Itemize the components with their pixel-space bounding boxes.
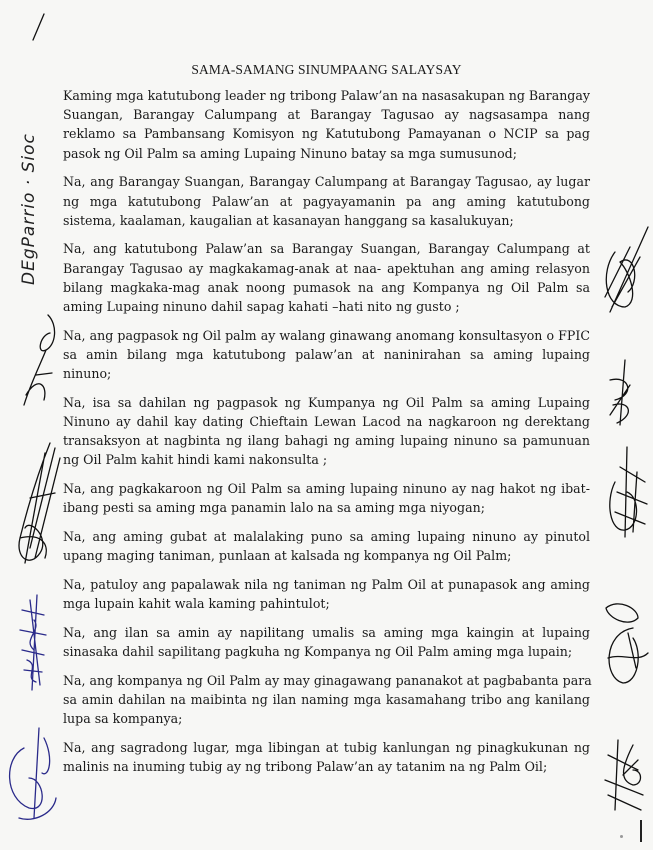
pen-slash-mark xyxy=(28,12,48,46)
paragraph-line: pasok ng Oil Palm sa aming Lupaing Ninuno batay sa mga sumusunod; xyxy=(63,145,517,161)
paragraph-line: Na, ang aming gubat at malalaking puno sa aming lupaing ninuno ay pinutol xyxy=(63,529,590,545)
paragraph xyxy=(63,239,590,316)
paragraph xyxy=(63,671,590,729)
paragraph-line: Na, ang sagradong lugar, mga libingan at tubig kanlungan ng pinagkukunan ng xyxy=(63,739,590,755)
document-body xyxy=(63,86,590,786)
paragraph xyxy=(63,86,590,163)
paragraph-line: Barangay Tagusao ay magkakamag-anak at naa- apektuhan ang aming relasyon xyxy=(63,260,590,276)
signature-left-1 xyxy=(18,305,63,415)
paragraph-line: upang maging taniman, punlaan at kalsada ng kompanya ng Oil Palm; xyxy=(63,548,512,564)
signature-right-4 xyxy=(598,598,653,688)
paragraph-line: ibang pesti sa aming mga panamin lalo na sa aming mga niyogan; xyxy=(63,500,485,516)
signature-left-3 xyxy=(12,590,52,700)
paragraph-line: Na, ang pagkakaroon ng Oil Palm sa aming lupaing ninuno ay nag hakot ng ibat- xyxy=(63,481,590,497)
paragraph-line: Suangan, Barangay Calumpang at Barangay Tagusao ay nagsasampa nang xyxy=(63,107,590,123)
page-edge-mark xyxy=(640,820,642,842)
paragraph-line: Na, ang ilan sa amin ay napilitang umalis sa aming mga kaingin at lupaing xyxy=(63,624,590,640)
paragraph-line: ng mga katutubong Palaw’an at pagyayamanin pa ang aming katutubong xyxy=(63,193,590,209)
paragraph xyxy=(63,527,590,565)
paragraph-line: Na, patuloy ang papalawak nila ng taniman ng Palm Oil at punapasok ang aming xyxy=(63,576,590,592)
paragraph-line: sa amin dahilan na maibinta ng ilan naming mga kasamahang tribo ang kanilang xyxy=(63,691,590,707)
paragraph xyxy=(63,623,590,661)
paragraph xyxy=(63,575,590,613)
paragraph-line: ninuno; xyxy=(63,366,112,382)
paragraph-line: Na, ang Barangay Suangan, Barangay Calumpang at Barangay Tagusao, ay lugar xyxy=(63,174,590,190)
paragraph-line: mga lupain kahit wala kaming pahintulot; xyxy=(63,596,330,612)
paragraph-line: transaksyon at nagbinta ng ilang bahagi ng aming lupaing ninuno sa pamunuan xyxy=(63,433,590,449)
paragraph-line: Na, ang pagpasok ng Oil palm ay walang ginawang anomang konsultasyon o FPIC xyxy=(63,327,590,343)
paragraph xyxy=(63,172,590,230)
paragraph-line: aming Lupaing ninuno dahil sapag kahati –hati nito ng gusto ; xyxy=(63,299,460,315)
margin-handwritten-annotation xyxy=(14,92,42,292)
paragraph-line: malinis na inuming tubig ay ng tribong Palaw’an ay tatanim na ng Palm Oil; xyxy=(63,759,548,775)
paragraph-line: bilang magkaka-mag anak noong pumasok na ang Kompanya ng Oil Palm sa xyxy=(63,279,590,295)
paragraph-line: Na, isa sa dahilan ng pagpasok ng Kumpanya ng Oil Palm sa aming Lupaing xyxy=(63,394,590,410)
signature-left-4 xyxy=(4,718,59,838)
margin-annotation-text: DEgParrio · Sioc xyxy=(19,133,39,285)
paragraph-line: Na, ang kompanya ng Oil Palm ay may ginagawang pananakot at pagbabanta para xyxy=(63,672,592,688)
paragraph xyxy=(63,393,590,470)
signature-right-5 xyxy=(603,735,648,815)
document-title: SAMA-SAMANG SINUMPAANG SALAYSAY xyxy=(191,62,462,77)
paragraph xyxy=(63,326,590,384)
paragraph xyxy=(63,479,590,517)
speck xyxy=(620,835,623,838)
signature-left-2 xyxy=(10,438,65,578)
signature-right-2 xyxy=(605,355,640,430)
paragraph-line: sistema, kaalaman, kaugalian at kasanayan hanggang sa kasalukuyan; xyxy=(63,212,514,228)
paragraph-line: sinasaka dahil sapilitang pagkuha ng Kompanya ng Oil Palm aming mga lupain; xyxy=(63,644,573,660)
paragraph-line: Kaming mga katutubong leader ng tribong Palaw’an na nasasakupan ng Barangay xyxy=(63,88,590,103)
paragraph-line: Ninuno ay dahil kay dating Chieftain Lewan Lacod na nagkaroon ng derektang xyxy=(63,414,590,430)
signature-right-3 xyxy=(605,442,650,542)
paragraph xyxy=(63,738,590,776)
paragraph-line: reklamo sa Pambansang Komisyon ng Katutubong Pamayanan o NCIP sa pag xyxy=(63,126,590,142)
paragraph-line: Na, ang katutubong Palaw’an sa Barangay Suangan, Barangay Calumpang at xyxy=(63,241,590,257)
paragraph-line: sa amin bilang mga katutubong palaw’an at naninirahan sa aming lupaing xyxy=(63,346,590,362)
signature-right-1 xyxy=(600,222,650,317)
paragraph-line: ng Oil Palm kahit hindi kami nakonsulta ; xyxy=(63,452,328,468)
paragraph-line: lupa sa kompanya; xyxy=(63,711,183,727)
